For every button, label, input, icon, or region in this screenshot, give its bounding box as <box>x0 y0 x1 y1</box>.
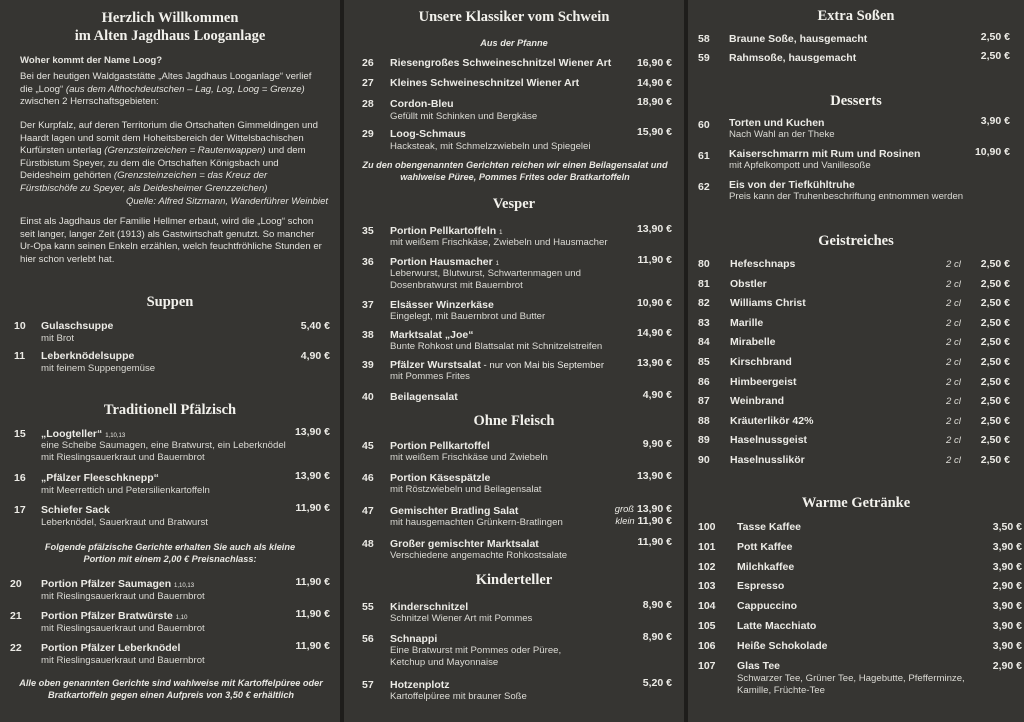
section-title-warme-getraenke: Warme Getränke <box>801 495 911 511</box>
note-pfanne: Aus der Pfanne <box>480 38 548 48</box>
intro-paragraph-2: Der Kurpfalz, auf deren Territorium die Ortschaften Gimmeldingen und Haardt lagen und somit dem Hoheitsbereich der Wittelsbachischen Kurfürsten unterlag (Grenzsteinzeichen = Rautenwappen) und dem Fürstbistum Speyer, zu dem die Ortschaften Königsbach und Deidesheim gehörten (Grenzsteinzeichen = das Kreuz der Fürstbischöfe zu Speyer, als Deidesheimer Grenzzeichen) <box>20 120 318 194</box>
welcome-title: Herzlich Willkommen <box>101 10 239 26</box>
note-kleine-portion: Folgende pfälzische Gerichte erhalten Sie auch als kleine Portion mit einem 2,00 € Preisnachlass: <box>44 542 296 565</box>
tea-description: Schwarzer Tee, Grüner Tee, Hagebutte, Pfefferminze, <box>737 673 965 684</box>
menu-panel-right: Extra Soßen 58 Braune Soße, hausgemacht 2,50 € 59 Rahmsoße, hausgemacht 2,50 € Desserts 60 Torten und Kuchen Nach Wahl an der Theke 3,90 € 61 Kaiserschmarrn mit Rum und Rosinen mit Apfelkompott und Vanillesoße 10,90 € 62 Eis von der Tiefkühltruhe Preis kann der Truhenbeschriftung entnommen werden Geistreiches 80 Hefeschnaps 2 cl 2,50 € 81 Obstler 2 cl 2,50 € 82 Williams Christ 2 cl 2,50 € 83 Marille 2 cl 2,50 € 84 Mirabelle 2 cl 2,50 € 85 Kirschbrand 2 cl 2,50 € 86 Himbeergeist 2 cl 2,50 € 87 Weinbrand 2 cl 2,50 € 88 Kräuterlikör 42% 2 cl 2,50 € 89 Haselnussgeist 2 cl 2,50 € 90 Haselnusslikör 2 cl 2,50 € Warme Getränke 100 Tasse Kaffee 3,50 € 101 Pott Kaffee 3,90 € 102 Milchkaffee 3,90 € 103 Espresso 2,90 € 104 Cappuccino 3,90 € 105 Latte Macchiato 3,90 € 106 Heiße Schokolade 3,90 € 107 Glas Tee 2,90 € Schwarzer Tee, Grüner Tee, Hagebutte, Pfefferminze, Kamille, Früchte-Tee <box>688 0 1024 722</box>
section-title-extra-sossen: Extra Soßen <box>817 8 895 24</box>
note-aufpreis: Alle oben genannten Gerichte sind wahlweise mit Kartoffelpüree oder Bratkartoffeln gegen einen Aufpreis von 3,50 € erhältlich <box>19 678 323 701</box>
section-title-kinderteller: Kinderteller <box>475 572 553 588</box>
section-title-schwein: Unsere Klassiker vom Schwein <box>418 9 610 25</box>
menu-panel-left: Herzlich Willkommen im Alten Jagdhaus Looganlage Woher kommt der Name Loog? Bei der heutigen Waldgaststätte „Altes Jagdhaus Looganlage“ verlief die „Loog“ (aus dem Althochdeutschen – Lag, Log, Loog = Grenze) zwischen 2 Herrschaftsgebieten: Der Kurpfalz, auf deren Territorium die Ortschaften Gimmeldingen und Haardt lagen und somit dem Hoheitsbereich der Wittelsbachischen Kurfürsten unterlag (Grenzsteinzeichen = Rautenwappen) und dem Fürstbistum Speyer, zu dem die Ortschaften Königsbach und Deidesheim gehörten (Grenzsteinzeichen = das Kreuz der Fürstbischöfe zu Speyer, als Deidesheimer Grenzzeichen) Quelle: Alfred Sitzmann, Wanderführer Weinbiet Einst als Jagdhaus der Familie Hellmer erbaut, wird die „Loog“ schon seit langer, langer Zeit (1913) als Gastwirtschaft genutzt. So mancher Ur-Opa kann seinen Enkeln erzählen, welch feuchtfröhliche Stunden er hier schon verlebt hat. Suppen 10 Gulaschsuppe mit Brot 5,40 € 11 Leberknödelsuppe mit feinem Suppengemüse 4,90 € Traditionell Pfälzisch 15 „Loogteller“ 1,10,13 eine Scheibe Saumagen, eine Bratwurst, ein Leberknödel mit Rieslingsauerkraut und Bauernbrot 13,90 € 16 „Pfälzer Fleeschknepp“ mit Meerrettich und Petersilienkartoffeln 13,90 € 17 Schiefer Sack Leberknödel, Sauerkraut und Bratwurst 11,90 € Folgende pfälzische Gerichte erhalten Sie auch als kleine Portion mit einem 2,00 € Preisnachlass: 20 Portion Pfälzer Saumagen 1,10,13 mit Rieslingsauerkraut und Bauernbrot 11,90 € 21 Portion Pfälzer Bratwürste 1,10 mit Rieslingsauerkraut und Bauernbrot 11,90 € 22 Portion Pfälzer Leberknödel mit Rieslingsauerkraut und Bauernbrot 11,90 € Alle oben genannten Gerichte sind wahlweise mit Kartoffelpüree oder Bratkartoffeln gegen einen Aufpreis von 3,50 € erhältlich <box>0 0 340 722</box>
section-title-desserts: Desserts <box>830 93 882 109</box>
intro-question: Woher kommt der Name Loog? <box>20 55 163 66</box>
section-title-vesper: Vesper <box>492 196 536 212</box>
section-title-ohne-fleisch: Ohne Fleisch <box>473 413 555 429</box>
section-title-suppen: Suppen <box>146 294 194 310</box>
menu-panel-middle: Unsere Klassiker vom Schwein Aus der Pfanne 26 Riesengroßes Schweineschnitzel Wiener Art 16,90 € 27 Kleines Schweineschnitzel Wiener Art 14,90 € 28 Cordon-Bleu Gefüllt mit Schinken und Bergkäse 18,90 € 29 Loog-Schmaus Hacksteak, mit Schmelzzwiebeln und Spiegelei 15,90 € Zu den obengenannten Gerichten reichen wir einen Beilagensalat und wahlweise Püree, Pommes Frites oder Bratkartoffeln Vesper 35 Portion Pellkartoffeln 1 mit weißem Frischkäse, Zwiebeln und Hausmacher 13,90 € 36 Portion Hausmacher 1 Leberwurst, Blutwurst, Schwartenmagen und Dosenbratwurst mit Bauernbrot 11,90 € 37 Elsässer Winzerkäse Eingelegt, mit Bauernbrot und Butter 10,90 € 38 Marktsalat „Joe“ Bunte Rohkost und Blattsalat mit Schnitzelstreifen 14,90 € 39 Pfälzer Wurstsalat - nur von Mai bis September mit Pommes Frites 13,90 € 40 Beilagensalat 4,90 € Ohne Fleisch 45 Portion Pellkartoffel mit weißem Frischkäse und Zwiebeln 9,90 € 46 Portion Käsespätzle mit Röstzwiebeln und Beilagensalat 13,90 € 47 Gemischter Bratling Salat mit hausgemachten Grünkern-Bratlingen groß 13,90 € klein 11,90 € 48 Großer gemischter Marktsalat Verschiedene angemachte Rohkostsalate 11,90 € Kinderteller 55 Kinderschnitzel Schnitzel Wiener Art mit Pommes 8,90 € 56 Schnappi Eine Bratwurst mit Pommes oder Püree, Ketchup und Mayonnaise 8,90 € 57 Hotzenplotz Kartoffelpüree mit brauner Soße 5,20 € <box>344 0 684 722</box>
intro-paragraph-1: Bei der heutigen Waldgaststätte „Altes Jagdhaus Looganlage“ verlief die „Loog“ (aus dem Althochdeutschen – Lag, Log, Loog = Grenze) zwischen 2 Herrschaftsgebieten: <box>20 71 312 108</box>
intro-paragraph-3: Einst als Jagdhaus der Familie Hellmer erbaut, wird die „Loog“ schon seit langer, langer Zeit (1913) als Gastwirtschaft genutzt. So mancher Ur-Opa kann seinen Enkeln erzählen, welch feuchtfröhliche Stunden er hier schon verlebt hat. <box>20 216 322 265</box>
section-title-pfalz: Traditionell Pfälzisch <box>103 402 237 418</box>
section-title-geistreiches: Geistreiches <box>818 233 894 249</box>
note-beilage: Zu den obengenannten Gerichten reichen wir einen Beilagensalat und wahlweise Püree, Pommes Frites oder Bratkartoffeln <box>362 160 668 183</box>
intro-source: Quelle: Alfred Sitzmann, Wanderführer Weinbiet <box>125 196 328 207</box>
tea-description-2: Kamille, Früchte-Tee <box>737 685 825 696</box>
welcome-subtitle: im Alten Jagdhaus Looganlage <box>74 28 266 44</box>
